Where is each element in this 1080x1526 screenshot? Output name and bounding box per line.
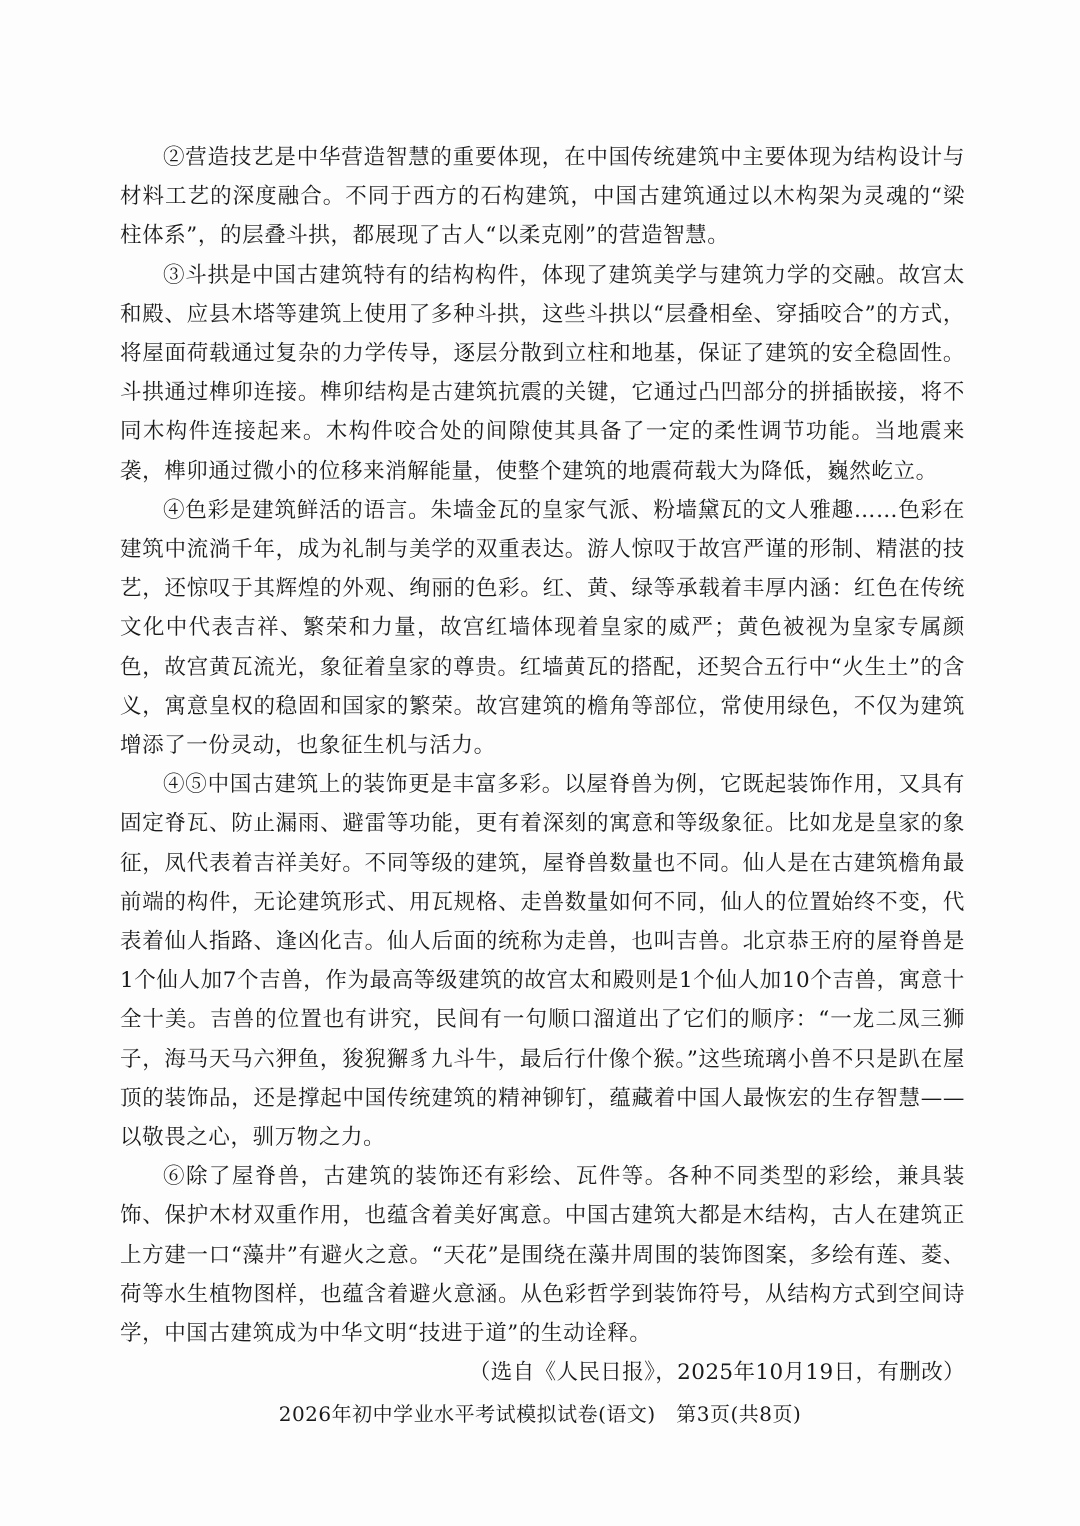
page-footer: 2026年初中学业水平考试模拟试卷(语文) 第3页(共8页) — [278, 1402, 802, 1426]
paragraph-6: ⑥除了屋脊兽，古建筑的装饰还有彩绘、瓦件等。各种不同类型的彩绘，兼具装饰、保护木材双重作用，也蕴含着美好寓意。中国古建筑大都是木结构，古人在建筑正上方建一口“藻井”有避火之意。“天花”是围绕在藻井周围的装饰图案，多绘有莲、菱、荷等水生植物图样，也蕴含着避火意涵。从色彩哲学到装饰符号，从结构方式到空间诗学，中国古建筑成为中华文明“技进于道”的生动诠释。 — [120, 1164, 965, 1347]
article-body — [120, 138, 965, 1393]
source-citation: （选自《人民日报》，2025年10月19日，有删改） — [468, 1360, 965, 1386]
paragraph-3: ③斗拱是中国古建筑特有的结构构件，体现了建筑美学与建筑力学的交融。故宫太和殿、应县木塔等建筑上使用了多种斗拱，这些斗拱以“层叠相垒、穿插咬合”的方式，将屋面荷载通过复杂的力学传导，逐层分散到立柱和地基，保证了建筑的安全稳固性。斗拱通过榫卯连接。榫卯结构是古建筑抗震的关键，它通过凸凹部分的拼插嵌接，将不同木构件连接起来。木构件咬合处的间隙使其具备了一定的柔性调节功能。当地震来袭，榫卯通过微小的位移来消解能量，使整个建筑的地震荷载大为降低，巍然屹立。 — [120, 262, 965, 484]
paragraph-4: ④色彩是建筑鲜活的语言。朱墙金瓦的皇家气派、粉墙黛瓦的文人雅趣……色彩在建筑中流淌千年，成为礼制与美学的双重表达。游人惊叹于故宫严谨的形制、精湛的技艺，还惊叹于其辉煌的外观、绚丽的色彩。红、黄、绿等承载着丰厚内涵：红色在传统文化中代表吉祥、繁荣和力量，故宫红墙体现着皇家的威严；黄色被视为皇家专属颜色，故宫黄瓦流光，象征着皇家的尊贵。红墙黄瓦的搭配，还契合五行中“火生土”的含义，寓意皇权的稳固和国家的繁荣。故宫建筑的檐角等部位，常使用绿色，不仅为建筑增添了一份灵动，也象征生机与活力。 — [120, 497, 965, 759]
paragraph-2: ②营造技艺是中华营造智慧的重要体现，在中国传统建筑中主要体现为结构设计与材料工艺的深度融合。不同于西方的石构建筑，中国古建筑通过以木构架为灵魂的“梁柱体系”，的层叠斗拱，都展现了古人“以柔克刚”的营造智慧。 — [120, 145, 965, 249]
paragraph-5: ④⑤中国古建筑上的装饰更是丰富多彩。以屋脊兽为例，它既起装饰作用，又具有固定脊瓦、防止漏雨、避雷等功能，更有着深刻的寓意和等级象征。比如龙是皇家的象征，凤代表着吉祥美好。不同等级的建筑，屋脊兽数量也不同。仙人是在古建筑檐角最前端的构件，无论建筑形式、用瓦规格、走兽数量如何不同，仙人的位置始终不变，代表着仙人指路、逢凶化吉。仙人后面的统称为走兽，也叫吉兽。北京恭王府的屋脊兽是1个仙人加7个吉兽，作为最高等级建筑的故宫太和殿则是1个仙人加10个吉兽，寓意十全十美。吉兽的位置也有讲究，民间有一句顺口溜道出了它们的顺序：“一龙二凤三狮子，海马天马六狎鱼，狻猊獬豸九斗牛，最后行什像个猴。”这些琉璃小兽不只是趴在屋顶的装饰品，还是撑起中国传统建筑的精神铆钉，蕴藏着中国人最恢宏的生存智慧——以敬畏之心，驯万物之力。 — [120, 772, 965, 1151]
